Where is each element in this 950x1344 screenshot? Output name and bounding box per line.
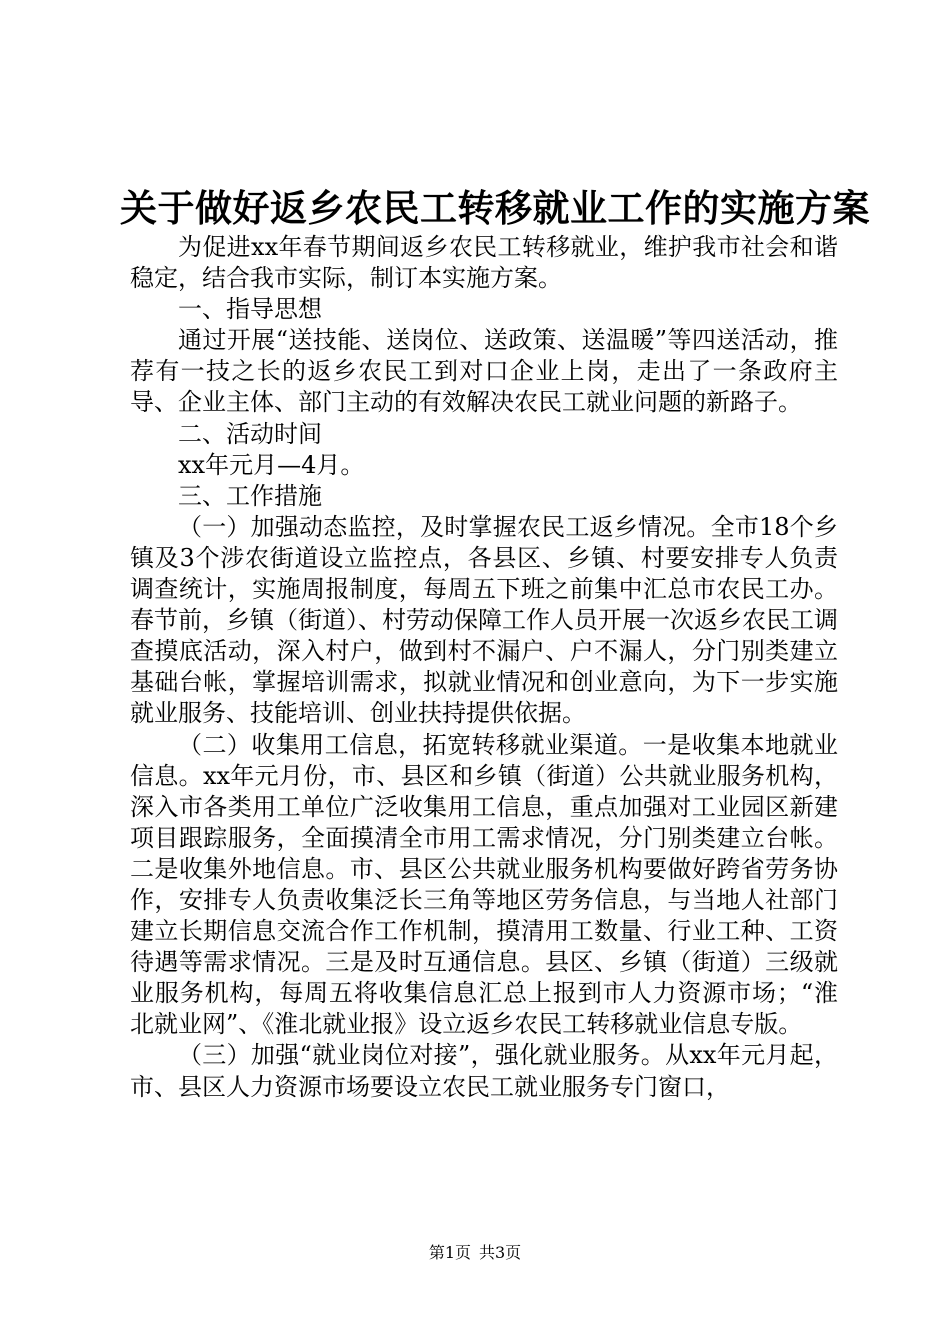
measure-3-paragraph: （三）加强“就业岗位对接”，强化就业服务。从xx年元月起，市、县区人力资源市场要设立农民工就业服务专门窗口， [130,1041,838,1101]
measure-2-paragraph: （二）收集用工信息，拓宽转移就业渠道。一是收集本地就业信息。xx年元月份，市、县区和乡镇（街道）公共就业服务机构，深入市各类用工单位广泛收集用工信息，重点加强对工业园区新建项目跟踪服务，全面摸清全市用工需求情况，分门别类建立台帐。二是收集外地信息。市、县区公共就业服务机构要做好跨省劳务协作，安排专人负责收集泛长三角等地区劳务信息，与当地人社部门建立长期信息交流合作工作机制，摸清用工数量、行业工种、工资待遇等需求情况。三是及时互通信息。县区、乡镇（街道）三级就业服务机构，每周五将收集信息汇总上报到市人力资源市场；“淮北就业网”、《淮北就业报》设立返乡农民工转移就业信息专版。 [130,730,838,1039]
document-title: 关于做好返乡农民工转移就业工作的实施方案 [120,186,870,230]
intro-paragraph: 为促进xx年春节期间返乡农民工转移就业，维护我市社会和谐稳定，结合我市实际，制订本实施方案。 [130,233,838,293]
measure-1-paragraph: （一）加强动态监控，及时掌握农民工返乡情况。全市18个乡镇及3个涉农街道设立监控点，各县区、乡镇、村要安排专人负责调查统计，实施周报制度，每周五下班之前集中汇总市农民工办。春节前，乡镇（街道）、村劳动保障工作人员开展一次返乡农民工调查摸底活动，深入村户，做到村不漏户、户不漏人，分门别类建立基础台帐，掌握培训需求，拟就业情况和创业意向，为下一步实施就业服务、技能培训、创业扶持提供依据。 [130,512,838,728]
document-body [130,232,838,1103]
guiding-thought-paragraph: 通过开展“送技能、送岗位、送政策、送温暖”等四送活动，推荐有一技之长的返乡农民工到对口企业上岗，走出了一条政府主导、企业主体、部门主动的有效解决农民工就业问题的新路子。 [130,326,838,417]
page-total: 共3页 [479,1243,522,1262]
section-heading-work-measures: 三、工作措施 [178,481,322,510]
section-heading-guiding-thought: 一、指导思想 [178,295,322,324]
section-heading-activity-time: 二、活动时间 [178,419,322,448]
page-number: 第1页 [428,1243,471,1262]
page-footer [0,1243,950,1263]
activity-time-paragraph: xx年元月—4月。 [178,450,365,479]
